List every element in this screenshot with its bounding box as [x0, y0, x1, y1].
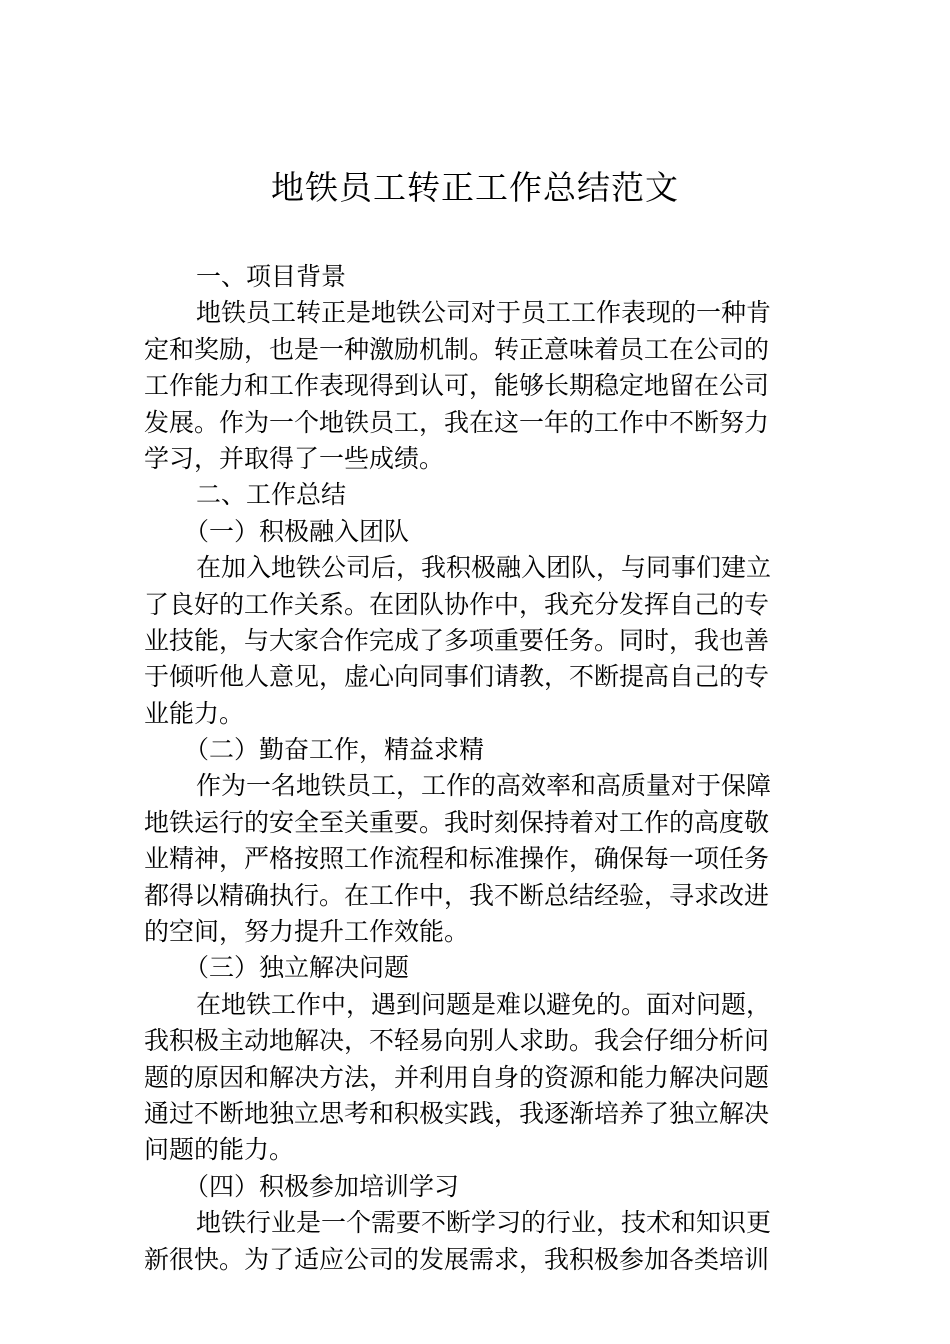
paragraph-line: 在地铁工作中，遇到问题是难以避免的。面对问题， [196, 989, 772, 1019]
paragraph-line: 了良好的工作关系。在团队协作中，我充分发挥自己的专 [144, 589, 770, 619]
paragraph-line: 的空间，努力提升工作效能。 [144, 917, 470, 947]
paragraph-line: 业精神，严格按照工作流程和标准操作，确保每一项任务 [144, 844, 770, 874]
paragraph-line: 于倾听他人意见，虚心向同事们请教，不断提高自己的专 [144, 662, 770, 692]
paragraph-line: 定和奖励，也是一种激励机制。转正意味着员工在公司的 [144, 334, 770, 364]
paragraph-line: 地铁运行的安全至关重要。我时刻保持着对工作的高度敬 [144, 807, 770, 837]
subsection-heading-problem-solving: （三）独立解决问题 [184, 953, 410, 983]
paragraph-line: 作为一名地铁员工，工作的高效率和高质量对于保障 [196, 771, 772, 801]
subsection-heading-team: （一）积极融入团队 [184, 516, 410, 546]
paragraph-line: 新很快。为了适应公司的发展需求，我积极参加各类培训 [144, 1244, 770, 1274]
section-heading-project-background: 一、项目背景 [196, 262, 347, 291]
subsection-heading-diligence: （二）勤奋工作，精益求精 [184, 735, 485, 765]
paragraph-line: 我积极主动地解决，不轻易向别人求助。我会仔细分析问 [144, 1026, 770, 1056]
paragraph-line: 通过不断地独立思考和积极实践，我逐渐培养了独立解决 [144, 1098, 770, 1128]
document-body [144, 259, 808, 1278]
paragraph-line: 工作能力和工作表现得到认可，能够长期稳定地留在公司 [144, 371, 770, 401]
subsection-heading-training: （四）积极参加培训学习 [184, 1171, 460, 1201]
paragraph-line: 学习，并取得了一些成绩。 [144, 443, 445, 473]
section-heading-work-summary: 二、工作总结 [196, 480, 347, 510]
paragraph-line: 问题的能力。 [144, 1135, 295, 1165]
paragraph-line: 在加入地铁公司后，我积极融入团队，与同事们建立 [196, 553, 772, 583]
paragraph-line: 地铁行业是一个需要不断学习的行业，技术和知识更 [196, 1208, 772, 1238]
paragraph-line: 都得以精确执行。在工作中，我不断总结经验，寻求改进 [144, 880, 770, 910]
paragraph-line: 业能力。 [144, 698, 245, 728]
document-title: 地铁员工转正工作总结范文 [271, 168, 679, 207]
paragraph-line: 业技能，与大家合作完成了多项重要任务。同时，我也善 [144, 625, 770, 655]
paragraph-line: 发展。作为一个地铁员工，我在这一年的工作中不断努力 [144, 407, 770, 437]
paragraph-line: 地铁员工转正是地铁公司对于员工工作表现的一种肯 [196, 298, 772, 328]
paragraph-line: 题的原因和解决方法，并利用自身的资源和能力解决问题 [144, 1062, 770, 1092]
